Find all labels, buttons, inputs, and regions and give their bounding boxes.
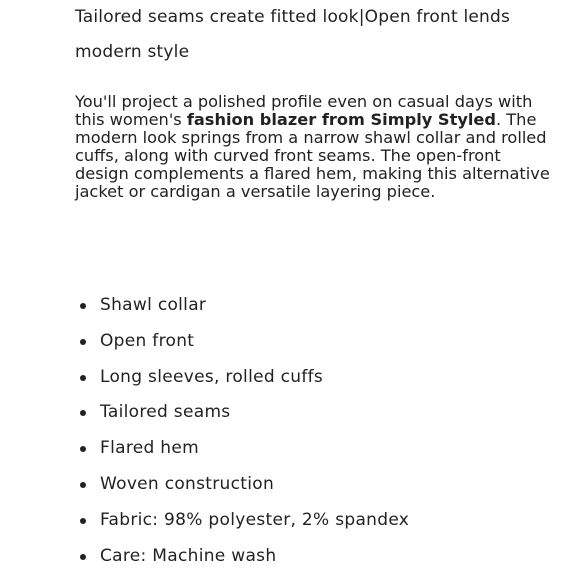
feature-text: Tailored seams [100, 402, 231, 423]
description-highlight: fashion blazer from Simply Styled [186, 110, 496, 129]
bullet-icon [80, 303, 86, 309]
bullet-icon [80, 375, 86, 381]
feature-item [75, 503, 545, 539]
feature-item [75, 395, 545, 431]
feature-item [75, 324, 545, 360]
bullet-icon [80, 518, 86, 524]
description-intro: You'll project a polished profile even on casual days with this women's [75, 92, 533, 129]
product-headline: Tailored seams create fitted look|Open front lends modern style [75, 7, 511, 62]
feature-text: Woven construction [100, 473, 275, 494]
feature-text: Flared hem [100, 438, 199, 459]
feature-text: Open front [100, 330, 195, 351]
feature-item [75, 467, 545, 503]
feature-item [75, 360, 545, 396]
bullet-icon [80, 410, 86, 416]
feature-text: Long sleeves, rolled cuffs [100, 366, 324, 387]
feature-text: Shawl collar [100, 295, 207, 315]
product-description [75, 93, 555, 201]
feature-text: Care: Machine wash [100, 545, 277, 566]
feature-list [75, 288, 545, 574]
bullet-icon [80, 554, 86, 560]
feature-item [75, 288, 545, 324]
feature-item [75, 539, 545, 575]
bullet-icon [80, 446, 86, 452]
bullet-icon [80, 482, 86, 488]
feature-item [75, 431, 545, 467]
feature-text: Fabric: 98% polyester, 2% spandex [100, 509, 410, 530]
bullet-icon [80, 339, 86, 345]
description-rest: . The modern look springs from a narrow shawl collar and rolled cuffs, along with curved front seams. The open-front design complements a flared hem, making this alternative jacket or cardigan a versatile layering piece. [75, 110, 550, 201]
